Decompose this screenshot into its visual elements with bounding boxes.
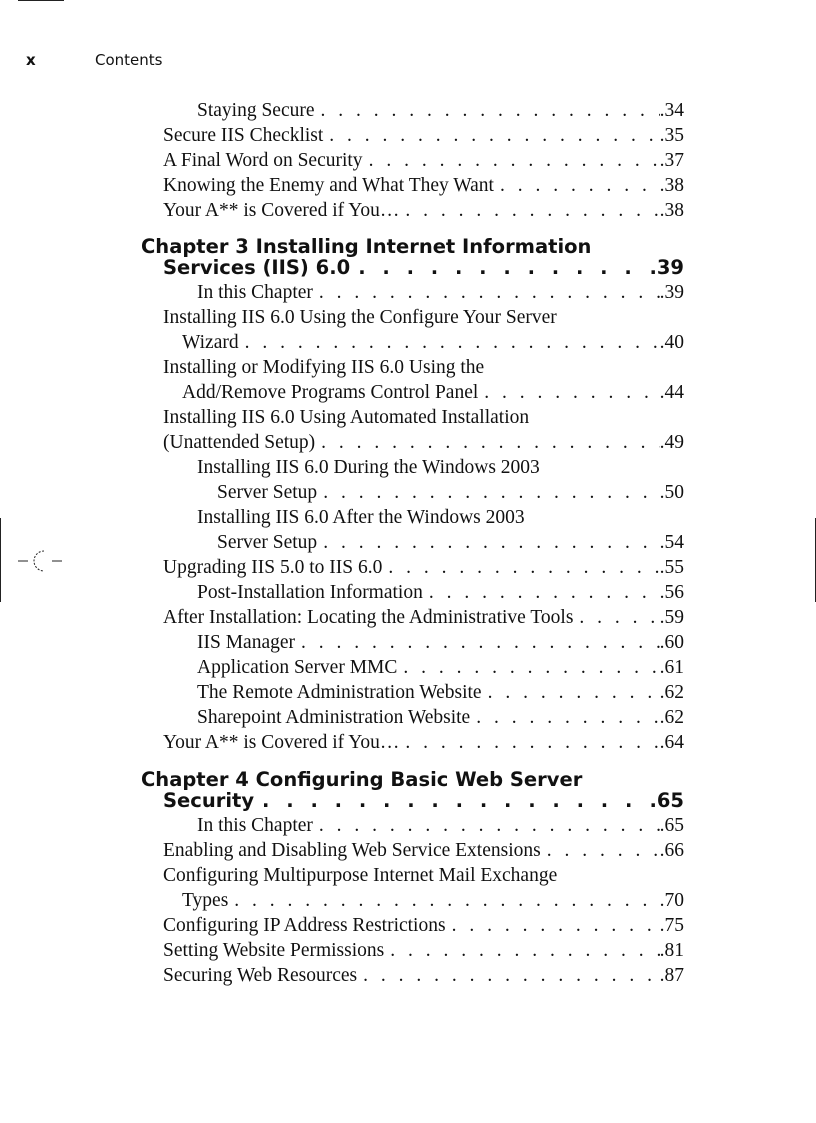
toc-entry-page: .35 — [659, 125, 684, 146]
dot-leader — [494, 175, 660, 197]
toc-entry-page: .55 — [659, 557, 684, 578]
toc-entry-page: .64 — [659, 732, 684, 753]
dot-leader — [399, 200, 659, 222]
dot-leader — [317, 482, 659, 504]
toc-entry-page: .81 — [659, 940, 684, 961]
toc-entry-title: Knowing the Enemy and What They Want — [163, 175, 494, 196]
dot-leader — [228, 890, 659, 912]
dot-leader — [254, 789, 649, 812]
chapter-4-heading[interactable]: Chapter 4 Configuring Basic Web Server — [141, 768, 583, 791]
toc-entry-page: .65 — [659, 815, 684, 836]
toc-entry-title-line1[interactable]: Installing IIS 6.0 During the Windows 2003 — [197, 457, 540, 478]
toc-entry-page: .40 — [659, 332, 684, 353]
toc-entry[interactable] — [163, 557, 684, 581]
toc-entry-title: In this Chapter — [197, 282, 313, 303]
toc-entry-page: .56 — [659, 582, 684, 603]
left-edge-mark — [0, 518, 1, 602]
toc-entry-page: .66 — [659, 840, 684, 861]
dot-leader — [315, 432, 659, 454]
toc-entry[interactable] — [163, 607, 684, 631]
toc-entry-page: .49 — [659, 432, 684, 453]
running-header-title: Contents — [95, 51, 163, 69]
dot-leader — [313, 282, 660, 304]
toc-entry-title: Server Setup — [217, 482, 318, 503]
toc-entry[interactable] — [197, 657, 684, 681]
toc-entry-page: .87 — [659, 965, 684, 986]
toc-entry-title: Upgrading IIS 5.0 to IIS 6.0 — [163, 557, 383, 578]
dot-leader — [313, 815, 660, 837]
chapter-4-heading-line2[interactable] — [163, 789, 684, 815]
toc-entry-title: Secure IIS Checklist — [163, 125, 324, 146]
toc-entry-title: Securing Web Resources — [163, 965, 358, 986]
dot-leader — [423, 582, 660, 604]
toc-entry-page: .38 — [659, 175, 684, 196]
toc-entry[interactable] — [197, 815, 684, 839]
toc-entry[interactable] — [197, 682, 684, 706]
toc-entry-title-line1[interactable]: Installing IIS 6.0 Using Automated Installation — [163, 407, 530, 428]
toc-entry[interactable] — [182, 332, 684, 356]
toc-entry-title: Enabling and Disabling Web Service Extensions — [163, 840, 541, 861]
toc-entry[interactable] — [163, 840, 684, 864]
crop-mark-icon — [18, 548, 68, 574]
toc-entry-title: Application Server MMC — [197, 657, 398, 678]
chapter-3-heading-line2[interactable] — [163, 256, 684, 282]
chapter-page: .39 — [649, 256, 684, 279]
chapter-title: Services (IIS) 6.0 — [163, 256, 351, 279]
toc-entry-page: .44 — [659, 382, 684, 403]
toc-entry-title: In this Chapter — [197, 815, 313, 836]
toc-entry-page: .59 — [659, 607, 684, 628]
toc-entry-page: .34 — [659, 100, 684, 121]
toc-entry-title: (Unattended Setup) — [163, 432, 316, 453]
top-rule — [18, 0, 64, 1]
toc-entry-title: Staying Secure — [197, 100, 315, 121]
toc-entry-title: Your A** is Covered if You… — [163, 732, 400, 753]
toc-entry[interactable] — [163, 175, 684, 199]
page-number: x — [26, 51, 36, 69]
toc-entry[interactable] — [197, 632, 684, 656]
toc-entry[interactable] — [163, 915, 684, 939]
dot-leader — [541, 840, 660, 862]
toc-entry-title: A Final Word on Security — [163, 150, 363, 171]
toc-entry-title: Server Setup — [217, 532, 318, 553]
dot-leader — [470, 707, 659, 729]
chapter-title: Security — [163, 789, 255, 812]
toc-entry[interactable] — [197, 100, 684, 124]
toc-entry[interactable] — [217, 532, 684, 556]
dot-leader — [323, 125, 659, 147]
toc-entry-title: Add/Remove Programs Control Panel — [182, 382, 479, 403]
toc-entry[interactable] — [197, 282, 684, 306]
toc-entry[interactable] — [163, 432, 684, 456]
toc-entry-page: .70 — [659, 890, 684, 911]
dot-leader — [295, 632, 660, 654]
toc-entry-page: .60 — [659, 632, 684, 653]
dot-leader — [239, 332, 660, 354]
toc-entry-title: Setting Website Permissions — [163, 940, 385, 961]
dot-leader — [350, 256, 649, 279]
toc-entry[interactable] — [217, 482, 684, 506]
toc-entry-title: Your A** is Covered if You… — [163, 200, 400, 221]
chapter-3-heading[interactable]: Chapter 3 Installing Internet Information — [141, 235, 592, 258]
toc-entry-title: IIS Manager — [197, 632, 296, 653]
toc-entry-title-line1[interactable]: Configuring Multipurpose Internet Mail Exchange — [163, 865, 558, 886]
toc-entry[interactable] — [197, 582, 684, 606]
toc-entry-page: .37 — [659, 150, 684, 171]
dot-leader — [357, 965, 660, 987]
dot-leader — [573, 607, 659, 629]
toc-entry-title: Sharepoint Administration Website — [197, 707, 471, 728]
dot-leader — [397, 657, 659, 679]
toc-entry-title: Post-Installation Information — [197, 582, 423, 603]
toc-entry-page: .62 — [659, 707, 684, 728]
toc-entry-title: Wizard — [182, 332, 239, 353]
dot-leader — [384, 940, 659, 962]
toc-entry-page: .39 — [659, 282, 684, 303]
toc-entry-page: .38 — [659, 200, 684, 221]
toc-entry-title: Types — [182, 890, 229, 911]
toc-entry[interactable] — [163, 965, 684, 989]
dot-leader — [317, 532, 659, 554]
chapter-page: .65 — [649, 789, 684, 812]
toc-entry[interactable] — [163, 732, 684, 756]
toc-entry-page: .75 — [659, 915, 684, 936]
toc-entry[interactable] — [163, 150, 684, 174]
toc-entry[interactable] — [163, 940, 684, 964]
dot-leader — [363, 150, 660, 172]
toc-entry-title: Configuring IP Address Restrictions — [163, 915, 446, 936]
toc-entry[interactable] — [182, 382, 684, 406]
dot-leader — [399, 732, 659, 754]
toc-entry-page: .50 — [659, 482, 684, 503]
toc-entry-page: .61 — [659, 657, 684, 678]
toc-entry-title-line1[interactable]: Installing IIS 6.0 After the Windows 2003 — [197, 507, 525, 528]
toc-entry-title: The Remote Administration Website — [197, 682, 482, 703]
dot-leader — [446, 915, 660, 937]
toc-entry[interactable] — [163, 200, 684, 224]
toc-entry-title-line1[interactable]: Installing or Modifying IIS 6.0 Using the — [163, 357, 485, 378]
toc-entry-page: .62 — [659, 682, 684, 703]
dot-leader — [478, 382, 659, 404]
toc-entry[interactable] — [182, 890, 684, 914]
toc-entry-title-line1[interactable]: Installing IIS 6.0 Using the Configure Your Server — [163, 307, 557, 328]
dot-leader — [482, 682, 660, 704]
toc-entry-page: .54 — [659, 532, 684, 553]
dot-leader — [315, 100, 660, 122]
toc-entry[interactable] — [197, 707, 684, 731]
dot-leader — [382, 557, 659, 579]
toc-entry[interactable] — [163, 125, 684, 149]
toc-entry-title: After Installation: Locating the Administrative Tools — [163, 607, 574, 628]
